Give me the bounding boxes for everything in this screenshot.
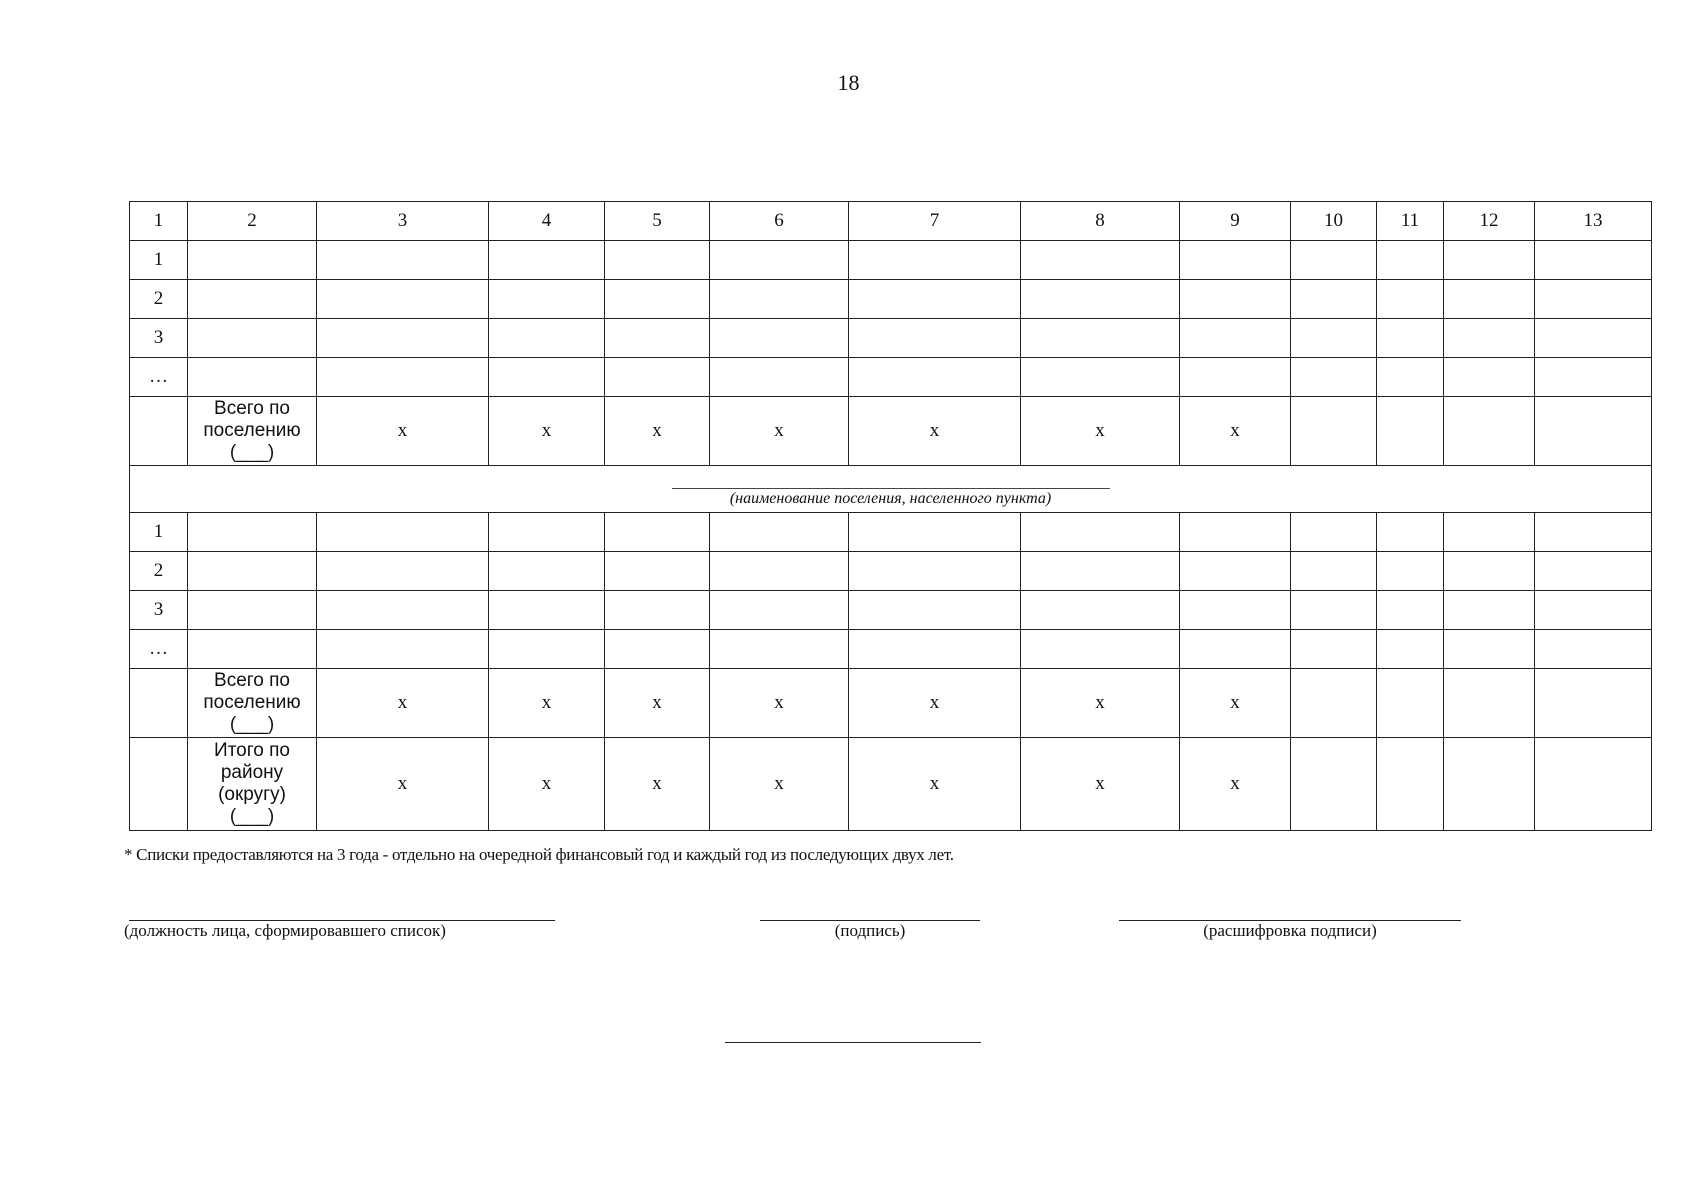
- empty-cell: [605, 241, 710, 280]
- label-line: району: [220, 762, 284, 783]
- position-caption: (должность лица, сформировавшего список): [124, 921, 446, 940]
- empty-cell: [1535, 630, 1652, 669]
- column-number: 10: [1291, 202, 1377, 241]
- empty-cell: [1377, 397, 1444, 466]
- empty-cell: [1535, 397, 1652, 466]
- empty-cell: [1291, 669, 1377, 738]
- cross-mark: x: [317, 738, 489, 831]
- district-total-row: [130, 738, 1652, 831]
- signature-caption: (подпись): [834, 921, 906, 940]
- table-row: [130, 630, 1652, 669]
- empty-cell: [849, 241, 1021, 280]
- empty-cell: [605, 513, 710, 552]
- empty-cell: [317, 630, 489, 669]
- empty-cell: [188, 319, 317, 358]
- empty-cell: [489, 591, 605, 630]
- empty-cell: [1291, 513, 1377, 552]
- empty-cell: [317, 552, 489, 591]
- empty-cell: [1444, 738, 1535, 831]
- empty-cell: [1291, 591, 1377, 630]
- empty-cell: [188, 552, 317, 591]
- empty-cell: [1377, 241, 1444, 280]
- empty-cell: [130, 669, 188, 738]
- empty-cell: [849, 552, 1021, 591]
- label-line: (___): [229, 714, 275, 735]
- empty-cell: [1535, 513, 1652, 552]
- cross-mark: x: [1180, 669, 1291, 738]
- settlement-list-table: [129, 201, 1652, 831]
- empty-cell: [605, 358, 710, 397]
- empty-cell: [849, 358, 1021, 397]
- empty-cell: [317, 319, 489, 358]
- empty-cell: [710, 591, 849, 630]
- label-line: Всего по: [214, 670, 290, 691]
- empty-cell: [1291, 552, 1377, 591]
- empty-cell: [1180, 319, 1291, 358]
- empty-cell: [1535, 358, 1652, 397]
- district-total-label: [188, 738, 317, 831]
- empty-cell: [1444, 552, 1535, 591]
- empty-cell: [1291, 397, 1377, 466]
- empty-cell: [1535, 552, 1652, 591]
- cross-mark: x: [1021, 669, 1180, 738]
- empty-cell: [1535, 738, 1652, 831]
- cross-mark: x: [489, 669, 605, 738]
- empty-cell: [1377, 591, 1444, 630]
- empty-cell: [1444, 280, 1535, 319]
- column-number: 4: [489, 202, 605, 241]
- empty-cell: [188, 280, 317, 319]
- empty-cell: [1377, 552, 1444, 591]
- label-line: (___): [229, 442, 275, 463]
- column-number: 6: [710, 202, 849, 241]
- cross-mark: x: [849, 669, 1021, 738]
- closing-line: [725, 1042, 981, 1043]
- empty-cell: [317, 280, 489, 319]
- empty-cell: [710, 241, 849, 280]
- settlement-total-row: [130, 397, 1652, 466]
- table-row: [130, 513, 1652, 552]
- cross-mark: x: [605, 669, 710, 738]
- cross-mark: x: [710, 397, 849, 466]
- empty-cell: [1021, 241, 1180, 280]
- empty-cell: [188, 591, 317, 630]
- table-row: [130, 552, 1652, 591]
- empty-cell: [1021, 552, 1180, 591]
- cross-mark: x: [489, 397, 605, 466]
- table-row: [130, 358, 1652, 397]
- empty-cell: [710, 513, 849, 552]
- column-number: 5: [605, 202, 710, 241]
- empty-cell: [710, 630, 849, 669]
- cross-mark: x: [605, 397, 710, 466]
- empty-cell: [317, 358, 489, 397]
- footnote: * Списки предоставляются на 3 года - отдельно на очередной финансовый год и каждый год из последующих двух лет.: [124, 845, 954, 864]
- empty-cell: [1021, 630, 1180, 669]
- label-line: Всего по: [214, 398, 290, 419]
- column-number: 12: [1444, 202, 1535, 241]
- label-line: (___): [229, 806, 275, 827]
- empty-cell: [1180, 241, 1291, 280]
- empty-cell: [188, 241, 317, 280]
- cross-mark: x: [849, 738, 1021, 831]
- empty-cell: [605, 630, 710, 669]
- empty-cell: [605, 552, 710, 591]
- column-number: 11: [1377, 202, 1444, 241]
- empty-cell: [1535, 241, 1652, 280]
- empty-cell: [130, 397, 188, 466]
- empty-cell: [1444, 358, 1535, 397]
- empty-cell: [1535, 591, 1652, 630]
- empty-cell: [1180, 630, 1291, 669]
- empty-cell: [1180, 552, 1291, 591]
- cross-mark: x: [1021, 397, 1180, 466]
- row-number: 2: [130, 280, 188, 319]
- row-number: …: [130, 358, 188, 397]
- empty-cell: [317, 513, 489, 552]
- cross-mark: x: [710, 738, 849, 831]
- empty-cell: [1444, 630, 1535, 669]
- column-number: 7: [849, 202, 1021, 241]
- empty-cell: [489, 552, 605, 591]
- page-number: 18: [837, 70, 860, 95]
- section-caption: (наименование поселения, населенного пункта): [729, 490, 1052, 507]
- cross-mark: x: [317, 669, 489, 738]
- column-number: 3: [317, 202, 489, 241]
- cross-mark: x: [317, 397, 489, 466]
- empty-cell: [489, 319, 605, 358]
- table-row: [130, 280, 1652, 319]
- empty-cell: [1291, 630, 1377, 669]
- empty-cell: [849, 280, 1021, 319]
- empty-cell: [849, 513, 1021, 552]
- column-number: 1: [130, 202, 188, 241]
- empty-cell: [489, 630, 605, 669]
- empty-cell: [710, 552, 849, 591]
- label-line: поселению: [203, 692, 301, 713]
- settlement-total-label: [188, 397, 317, 466]
- empty-cell: [1377, 669, 1444, 738]
- empty-cell: [489, 513, 605, 552]
- empty-cell: [1444, 513, 1535, 552]
- section-header-cell: [130, 466, 1652, 513]
- table-row: [130, 241, 1652, 280]
- cross-mark: x: [1180, 738, 1291, 831]
- empty-cell: [317, 591, 489, 630]
- empty-cell: [1377, 513, 1444, 552]
- row-number: 3: [130, 319, 188, 358]
- column-number: 8: [1021, 202, 1180, 241]
- empty-cell: [489, 358, 605, 397]
- row-number: 1: [130, 241, 188, 280]
- row-number: 1: [130, 513, 188, 552]
- empty-cell: [1444, 397, 1535, 466]
- cross-mark: x: [849, 397, 1021, 466]
- cross-mark: x: [1180, 397, 1291, 466]
- empty-cell: [710, 280, 849, 319]
- empty-cell: [1377, 280, 1444, 319]
- empty-cell: [130, 738, 188, 831]
- row-number: 3: [130, 591, 188, 630]
- empty-cell: [1291, 738, 1377, 831]
- empty-cell: [1180, 358, 1291, 397]
- cross-mark: x: [710, 669, 849, 738]
- empty-cell: [1291, 280, 1377, 319]
- empty-cell: [1444, 591, 1535, 630]
- section-header-row: [130, 466, 1652, 513]
- empty-cell: [1377, 738, 1444, 831]
- empty-cell: [489, 241, 605, 280]
- empty-cell: [710, 319, 849, 358]
- empty-cell: [849, 591, 1021, 630]
- empty-cell: [1291, 241, 1377, 280]
- empty-cell: [1021, 358, 1180, 397]
- empty-cell: [1021, 319, 1180, 358]
- section-name-line: [672, 488, 1110, 489]
- empty-cell: [1535, 280, 1652, 319]
- empty-cell: [1180, 280, 1291, 319]
- column-number-row: [130, 202, 1652, 241]
- settlement-total-row: [130, 669, 1652, 738]
- table-row: [130, 591, 1652, 630]
- row-number: 2: [130, 552, 188, 591]
- label-line: поселению: [203, 420, 301, 441]
- empty-cell: [1180, 591, 1291, 630]
- empty-cell: [1377, 319, 1444, 358]
- empty-cell: [1021, 280, 1180, 319]
- empty-cell: [605, 591, 710, 630]
- empty-cell: [188, 358, 317, 397]
- label-line: (округу): [218, 784, 286, 805]
- empty-cell: [1180, 513, 1291, 552]
- cross-mark: x: [605, 738, 710, 831]
- column-number: 9: [1180, 202, 1291, 241]
- empty-cell: [1377, 630, 1444, 669]
- empty-cell: [489, 280, 605, 319]
- empty-cell: [188, 513, 317, 552]
- empty-cell: [1535, 319, 1652, 358]
- empty-cell: [1021, 513, 1180, 552]
- empty-cell: [1021, 591, 1180, 630]
- empty-cell: [1535, 669, 1652, 738]
- empty-cell: [188, 630, 317, 669]
- table-row: [130, 319, 1652, 358]
- row-number: …: [130, 630, 188, 669]
- empty-cell: [1444, 669, 1535, 738]
- cross-mark: x: [1021, 738, 1180, 831]
- empty-cell: [1444, 319, 1535, 358]
- empty-cell: [849, 630, 1021, 669]
- empty-cell: [1377, 358, 1444, 397]
- empty-cell: [1444, 241, 1535, 280]
- label-line: Итого по: [214, 740, 290, 761]
- cross-mark: x: [489, 738, 605, 831]
- empty-cell: [317, 241, 489, 280]
- empty-cell: [605, 280, 710, 319]
- empty-cell: [1291, 319, 1377, 358]
- column-number: 2: [188, 202, 317, 241]
- empty-cell: [849, 319, 1021, 358]
- decoding-caption: (расшифровка подписи): [1203, 921, 1377, 940]
- empty-cell: [1291, 358, 1377, 397]
- settlement-total-label: [188, 669, 317, 738]
- empty-cell: [710, 358, 849, 397]
- empty-cell: [605, 319, 710, 358]
- column-number: 13: [1535, 202, 1652, 241]
